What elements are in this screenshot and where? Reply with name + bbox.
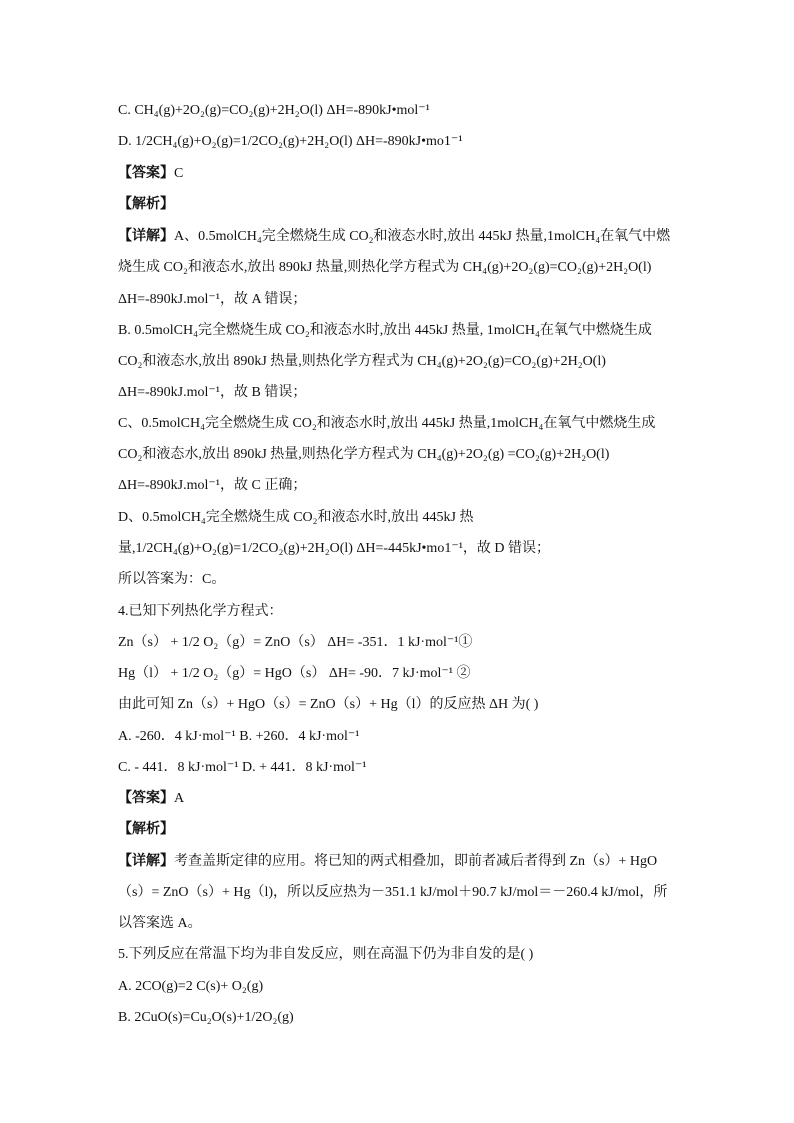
line-text: 所以答案为：C。 [118, 572, 226, 587]
line-text: （s）= ZnO（s）+ Hg（l)，所以反应热为－351.1 kJ/mol＋90.7 kJ/mol＝－260.4 kJ/mol，所 [118, 885, 668, 900]
explanation-line [118, 412, 655, 436]
option-c [118, 99, 430, 123]
explanation-line [118, 319, 652, 343]
explanation-line [118, 443, 609, 467]
line-text: 4.已知下列热化学方程式： [118, 604, 283, 619]
explanation-line [118, 537, 550, 561]
explanation-line [118, 881, 667, 905]
option-b [118, 1006, 294, 1030]
equation-1 [118, 631, 472, 655]
option-d [118, 130, 463, 154]
line-text: 由此可知 Zn（s）+ HgO（s）= ZnO（s）+ Hg（l）的反应热 ΔH 为( ) [118, 697, 539, 712]
explanation-line [118, 381, 306, 405]
line-text: B. 0.5molCH₄完全燃烧生成 CO₂和液态水时,放出 445kJ 热量, 1molCH₄在氧气中燃烧生成 [118, 323, 652, 338]
explanation-line [118, 912, 202, 936]
line-text: Hg（l） + 1/2 O₂（g）= HgO（s） ΔH= -90．7 kJ·mol⁻¹ ② [118, 666, 471, 681]
line-text: 以答案选 A。 [118, 916, 202, 931]
line-text: Zn（s） + 1/2 O₂（g）= ZnO（s） ΔH= -351．1 kJ·mol⁻¹① [118, 635, 473, 650]
explanation-line [118, 850, 657, 874]
line-text: C. - 441．8 kJ·mol⁻¹ D. + 441．8 kJ·mol⁻¹ [118, 760, 367, 775]
explanation-line [118, 350, 606, 374]
line-text: A、0.5molCH₄完全燃烧生成 CO₂和液态水时,放出 445kJ 热量,1molCH₄在氧气中燃 [174, 229, 671, 244]
line-text: A. 2CO(g)=2 C(s)+ O₂(g) [118, 979, 264, 994]
line-text: 量,1/2CH₄(g)+O₂(g)=1/2CO₂(g)+2H₂O(l) ΔH=-445kJ•mo1⁻¹，故 D 错误； [118, 541, 551, 556]
analysis-heading [118, 193, 174, 217]
explanation-line [118, 256, 651, 280]
question-4-prompt [118, 693, 538, 717]
question-5-stem [118, 943, 533, 967]
line-text: ΔH=-890kJ.mol⁻¹，故 A 错误； [118, 292, 307, 307]
line-text: B. 2CuO(s)=Cu₂O(s)+1/2O₂(g) [118, 1010, 294, 1025]
option-a [118, 975, 263, 999]
line-text: C、0.5molCH₄完全燃烧生成 CO₂和液态水时,放出 445kJ 热量,1molCH₄在氧气中燃烧生成 [118, 416, 656, 431]
options-cd [118, 756, 366, 780]
explanation-line [118, 506, 474, 530]
line-text: C. CH₄(g)+2O₂(g)=CO₂(g)+2H₂O(l) ΔH=-890kJ•mol⁻¹ [118, 103, 430, 118]
line-text: D. 1/2CH₄(g)+O₂(g)=1/2CO₂(g)+2H₂O(l) ΔH=-890kJ•mo1⁻¹ [118, 134, 463, 149]
line-text: 5.下列反应在常温下均为非自发反应，则在高温下仍为非自发的是( ) [118, 947, 534, 962]
line-text: CO₂和液态水,放出 890kJ 热量,则热化学方程式为 CH₄(g)+2O₂(g) =CO₂(g)+2H₂O(l) [118, 447, 610, 462]
detail-label: 【详解】 [118, 229, 174, 244]
analysis-label: 【解析】 [118, 197, 174, 212]
analysis-label: 【解析】 [118, 822, 174, 837]
line-text: C [174, 166, 184, 181]
answer-line [118, 787, 184, 811]
answer-label: 【答案】 [118, 791, 174, 806]
analysis-heading [118, 818, 174, 842]
explanation-line [118, 474, 306, 498]
answer-label: 【答案】 [118, 166, 174, 181]
options-ab [118, 725, 359, 749]
equation-2 [118, 662, 471, 686]
conclusion-line [118, 568, 225, 592]
line-text: ΔH=-890kJ.mol⁻¹，故 C 正确； [118, 478, 307, 493]
line-text: D、0.5molCH₄完全燃烧生成 CO₂和液态水时,放出 445kJ 热 [118, 510, 474, 525]
answer-line [118, 162, 183, 186]
explanation-line [118, 288, 306, 312]
line-text: CO₂和液态水,放出 890kJ 热量,则热化学方程式为 CH₄(g)+2O₂(g)=CO₂(g)+2H₂O(l) [118, 354, 606, 369]
line-text: A. -260．4 kJ·mol⁻¹ B. +260．4 kJ·mol⁻¹ [118, 729, 360, 744]
line-text: A [174, 791, 185, 806]
line-text: ΔH=-890kJ.mol⁻¹，故 B 错误； [118, 385, 307, 400]
line-text: 考查盖斯定律的应用。将已知的两式相叠加，即前者减后者得到 Zn（s）+ HgO [174, 854, 658, 869]
question-4-stem [118, 600, 283, 624]
explanation-line [118, 225, 670, 249]
line-text: 烧生成 CO₂和液态水,放出 890kJ 热量,则热化学方程式为 CH₄(g)+2O₂(g)=CO₂(g)+2H₂O(l) [118, 260, 652, 275]
detail-label: 【详解】 [118, 854, 174, 869]
